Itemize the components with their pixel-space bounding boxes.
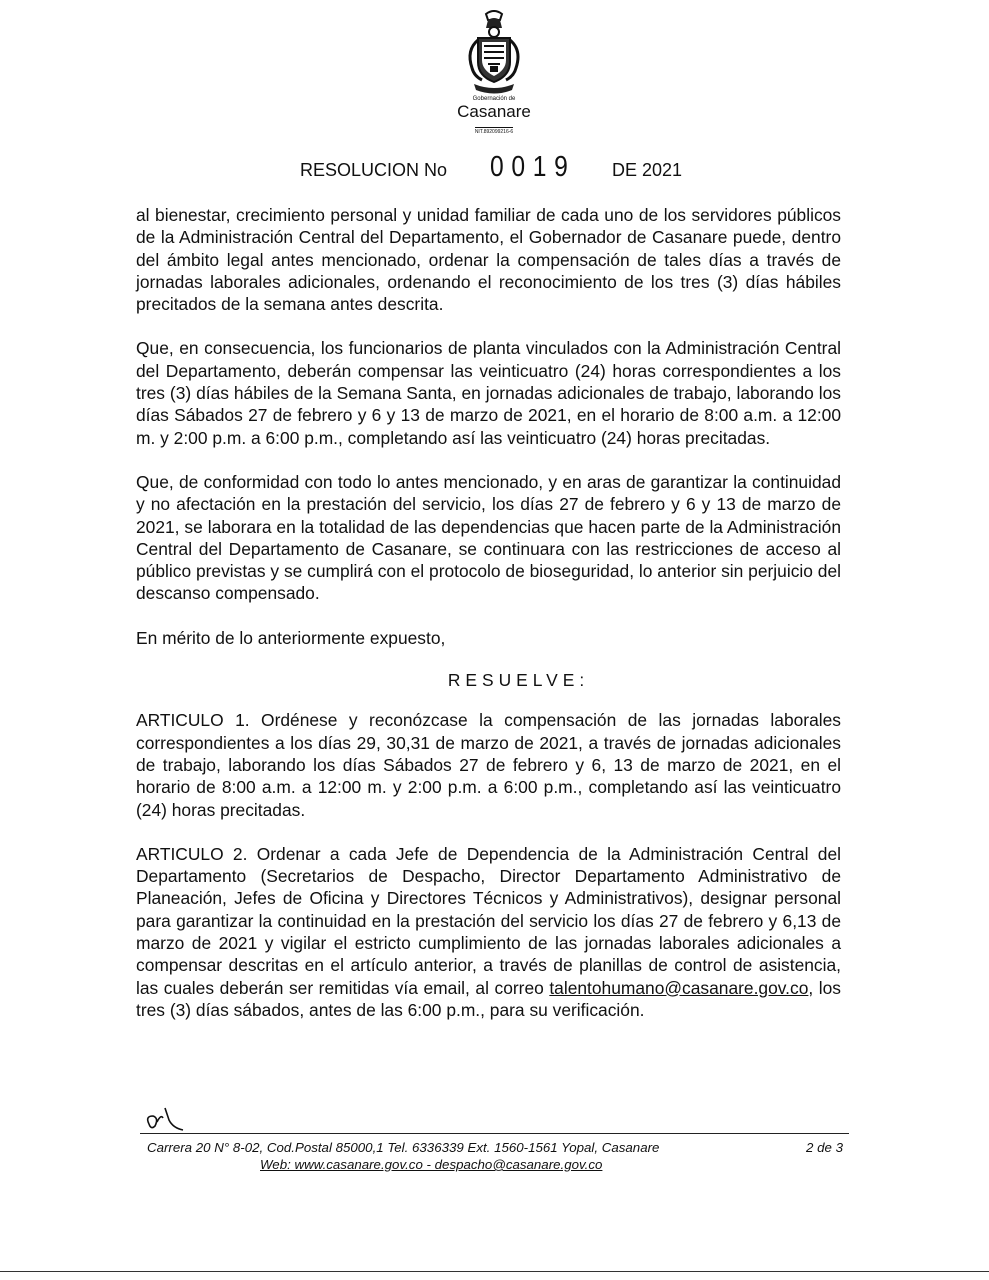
footer-web-links[interactable]: Web: www.casanare.gov.co - despacho@casanare.gov.co xyxy=(260,1157,603,1172)
crest-subtitle: Gobernación de xyxy=(472,96,516,102)
resolution-year: DE 2021 xyxy=(612,160,683,180)
casanare-crest-logo xyxy=(448,10,540,135)
page-bottom-edge xyxy=(0,1271,989,1272)
resolution-number: 0019 xyxy=(490,151,576,183)
resolution-label: RESOLUCION No xyxy=(300,160,448,180)
footer-divider xyxy=(140,1133,849,1134)
initials-signature-icon xyxy=(143,1106,193,1136)
article-2-text: ARTICULO 2. Ordenar a cada Jefe de Dependencia de la Administración Central del Departamento (Secretarios de Despacho, Director Departamento Administrativo de Planeación, Jefes de Oficina y Directores Técnicos y Administrativos), designar personal para garantizar la continuidad en la prestación del servicio los días 27 de febrero y 6,13 de marzo de 2021 y vigilar el estricto cumplimiento de las jornadas laborales adicionales a compensar descritas en el artículo anterior, a través de planillas de control de asistencia, las cuales deberán ser remitidas vía email, al correo xyxy=(136,843,841,998)
crest-name: Casanare xyxy=(457,102,531,121)
resuelve-heading: RESUELVE: xyxy=(447,670,590,691)
document-body xyxy=(136,204,841,1043)
email-link[interactable]: talentohumano@casanare.gov.co xyxy=(549,977,809,998)
paragraph-1: al bienestar, crecimiento personal y unidad familiar de cada uno de los servidores públicos de la Administración Central del Departamento, el Gobernador de Casanare puede, dentro del ámbito legal antes mencionado, ordenar la compensación de tales días a través de jornadas laborales adicionales, ordenando el reconocimiento de los tres (3) días hábiles precitados de la semana antes descrita. xyxy=(136,205,841,315)
paragraph-3: Que, de conformidad con todo lo antes mencionado, y en aras de garantizar la continuidad y no afectación en la prestación del servicio, los días 27 de febrero y 6 y 13 de marzo de 2021, se laborara en la totalidad de las dependencias que hacen parte de la Administración Central del Departamento de Casanare, se continuara con las restricciones de acceso al público previstas y se cumplirá con el protocolo de bioseguridad, lo anterior sin perjuicio del descanso compensado. xyxy=(136,471,841,604)
page-number: 2 de 3 xyxy=(806,1140,843,1155)
footer-address: Carrera 20 N° 8-02, Cod.Postal 85000,1 Tel. 6336339 Ext. 1560-1561 Yopal, Casanare xyxy=(147,1140,660,1155)
paragraph-4: En mérito de lo anteriormente expuesto, xyxy=(136,627,446,648)
paragraph-2: Que, en consecuencia, los funcionarios de planta vinculados con la Administración Central del Departamento, deberán compensar las veinticuatro (24) horas correspondientes a los tres (3) días hábiles de la Semana Santa, en jornadas adicionales de trabajo, laborando los días Sábados 27 de febrero y 6 y 13 de marzo de 2021, en el horario de 8:00 a.m. a 12:00 m. y 2:00 p.m. a 6:00 p.m., completando así las veinticuatro (24) horas precitadas. xyxy=(136,338,841,448)
article-2 xyxy=(136,843,841,1021)
article-1: ARTICULO 1. Ordénese y reconózcase la compensación de las jornadas laborales correspondientes a los días 29, 30,31 de marzo de 2021, a través de jornadas adicionales de trabajo, laborando los días Sábados 27 de febrero y 6, 13 de marzo de 2021, en el horario de 8:00 a.m. a 12:00 m. y 2:00 p.m. a 6:00 p.m., completando así las veinticuatro (24) horas precitadas. xyxy=(136,710,841,820)
crest-nit: NIT.892099216-6 xyxy=(474,129,514,135)
article-2-text-end: , los tres (3) días sábados, antes de las 6:00 p.m., para su verificación. xyxy=(136,977,841,1020)
resolution-title xyxy=(300,153,720,187)
coat-of-arms-icon xyxy=(464,10,524,98)
